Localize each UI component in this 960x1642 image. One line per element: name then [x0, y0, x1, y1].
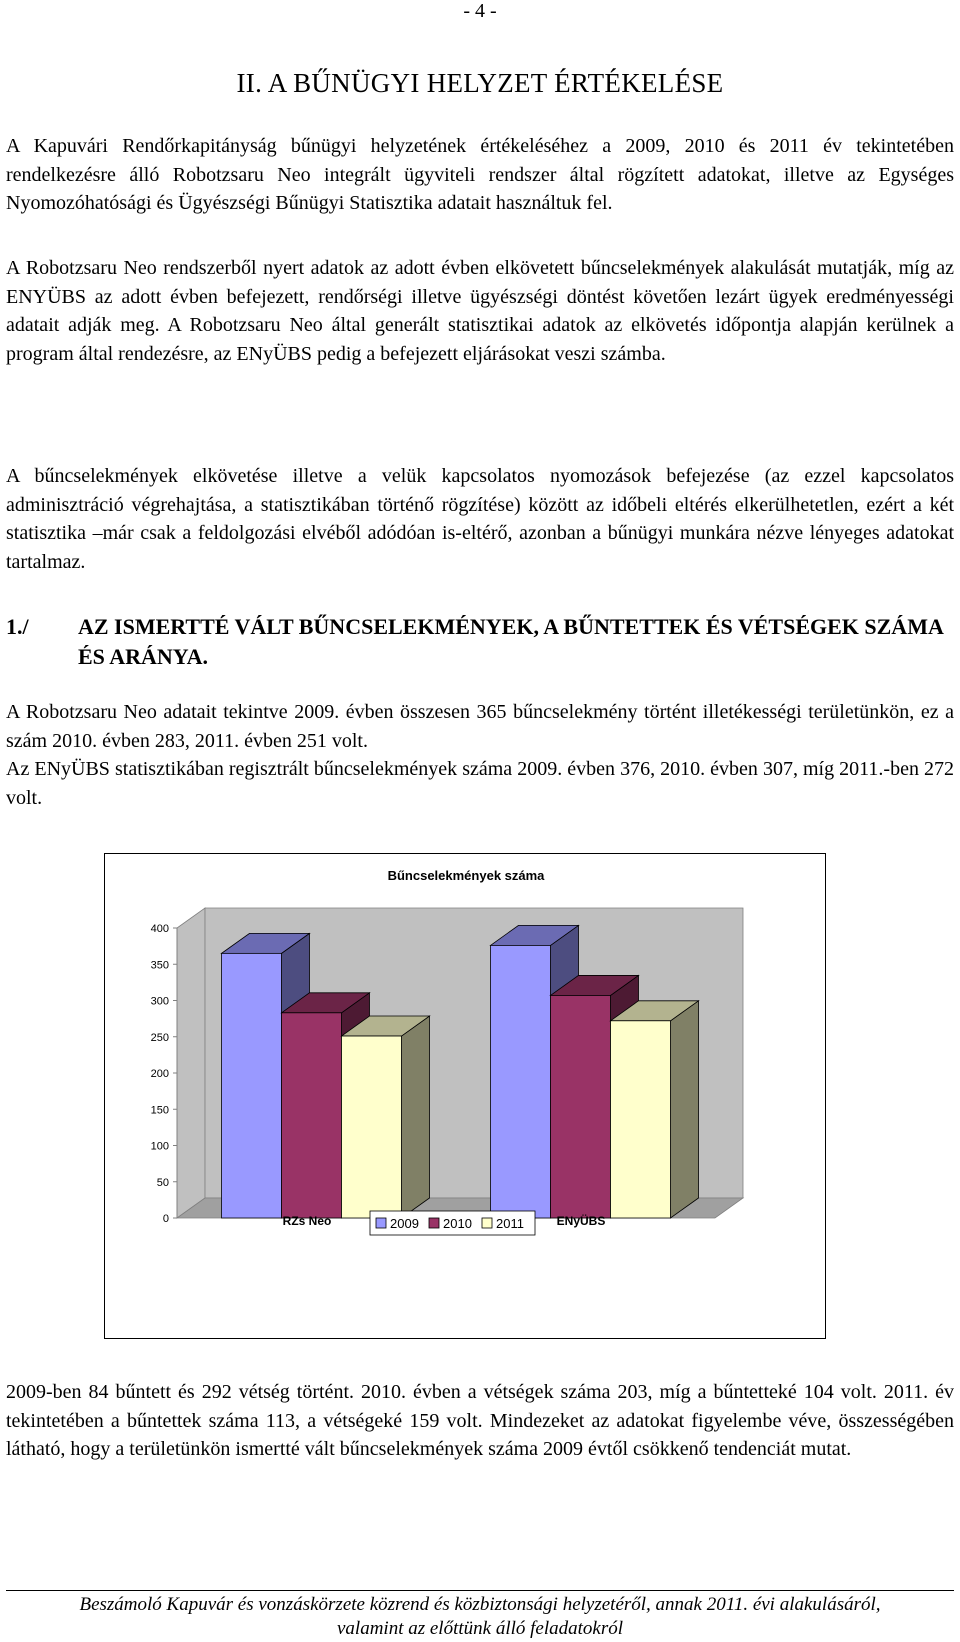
- intro-paragraph: A Kapuvári Rendőrkapitányság bűnügyi helyzetének értékeléséhez a 2009, 2010 és 2011 év tekintetében rendelkezésre álló Robotzsaru Neo integrált ügyviteli rendszer által rögzített adatokat, illetve az Egységes Nyomozóhatósági és Ügyészségi Bűnügyi Statisztika adatait használtuk fel.: [6, 135, 954, 214]
- chart-title: Bűncselekmények száma: [387, 868, 545, 883]
- statistics-paragraph: [6, 698, 954, 812]
- subsection-title: AZ ISMERTTÉ VÁLT BŰNCSELEKMÉNYEK, A BŰNTETTEK ÉS VÉTSÉGEK SZÁMA ÉS ARÁNYA.: [78, 614, 943, 669]
- section-title: II. A BŰNÜGYI HELYZET ÉRTÉKELÉSE: [236, 68, 724, 98]
- bar-2009-1: [491, 945, 551, 1218]
- chart-side-wall: [177, 908, 205, 1218]
- category-label: RZs Neo: [282, 1214, 332, 1228]
- closing-paragraph: 2009-ben 84 bűntett és 292 vétség történt. 2010. évben a vétségek száma 203, míg a bűntetteké 104 volt. 2011. év tekintetében a bűntettek száma 113, a vétségeké 159 volt. Mindezeket az adatokat figyelembe véve, összességében látható, hogy a területünkön ismertté vált bűncselekmények száma 2009 évtől csökkenő tendenciát mutat.: [6, 1381, 954, 1460]
- robotzsaru-statistics-text: A Robotzsaru Neo adatait tekintve 2009. évben összesen 365 bűncselekmény történt illetékességi területünkön, ez a szám 2010. évben 283, 2011. évben 251 volt.: [6, 701, 954, 752]
- category-label: ENyÜBS: [556, 1214, 606, 1228]
- y-tick-label: 200: [150, 1068, 169, 1080]
- bar-side-face: [671, 1001, 699, 1218]
- chart-canvas: [105, 854, 827, 1340]
- legend-label: 2011: [496, 1216, 524, 1231]
- y-tick-label: 50: [156, 1176, 169, 1189]
- y-tick-label: 250: [150, 1031, 169, 1044]
- footer-line-1: Beszámoló Kapuvár és vonzáskörzete közrend és közbiztonsági helyzetéről, annak 2011. évi alakulásáról,: [79, 1594, 881, 1615]
- data-source-paragraph: A Robotzsaru Neo rendszerből nyert adatok az adott évben elkövetett bűncselekmények alakulását mutatják, míg az ENYÜBS az adott évben befejezett, rendőrségi illetve ügyészségi döntést követően lezárt ügyek eredményességi adatait adják meg. A Robotzsaru Neo által generált statisztikai adatok az elkövetés időpontja alapján kerülnek a program által rendezésre, az ENyÜBS pedig a befejezett eljárásokat veszi számba.: [6, 257, 954, 365]
- page-number: - 4 -: [463, 0, 497, 22]
- bar-side-face: [402, 1016, 430, 1218]
- y-tick-label: 300: [150, 995, 169, 1008]
- legend-swatch: [376, 1218, 386, 1228]
- y-tick-label: 0: [162, 1213, 169, 1225]
- legend-label: 2009: [390, 1216, 419, 1231]
- legend-swatch: [482, 1218, 492, 1228]
- footer-line-2: valamint az előttünk álló feladatokról: [336, 1618, 624, 1639]
- time-difference-paragraph: A bűncselekmények elkövetése illetve a velük kapcsolatos nyomozások befejezése (az ezzel kapcsolatos adminisztráció végrehajtása, a statisztikában történő rögzítése) között az időbeli eltérés elkerülhetetlen, ezért a két statisztika –már csak a feldolgozási elvéből adódóan is-eltérő, azonban a bűnügyi munkára nézve lényeges adatokat tartalmaz.: [6, 465, 954, 573]
- bar-2009-0: [222, 953, 282, 1218]
- page-footer: [0, 1593, 960, 1641]
- bar-2011-0: [342, 1036, 402, 1218]
- subsection-number: 1./: [6, 614, 29, 639]
- bar-2010-0: [282, 1013, 342, 1218]
- legend-swatch: [429, 1218, 439, 1228]
- enyubs-statistics-text: Az ENyÜBS statisztikában regisztrált bűncselekmények száma 2009. évben 376, 2010. évben 307, míg 2011.-ben 272 volt.: [6, 758, 954, 809]
- footer-divider: [6, 1590, 954, 1591]
- y-tick-label: 100: [150, 1140, 169, 1153]
- y-tick-label: 150: [150, 1104, 169, 1117]
- bar-2011-1: [611, 1021, 671, 1218]
- legend-label: 2010: [443, 1216, 472, 1231]
- bar-2010-1: [551, 995, 611, 1218]
- y-tick-label: 350: [150, 959, 169, 972]
- crime-count-chart: [104, 853, 826, 1339]
- y-tick-label: 400: [150, 923, 169, 935]
